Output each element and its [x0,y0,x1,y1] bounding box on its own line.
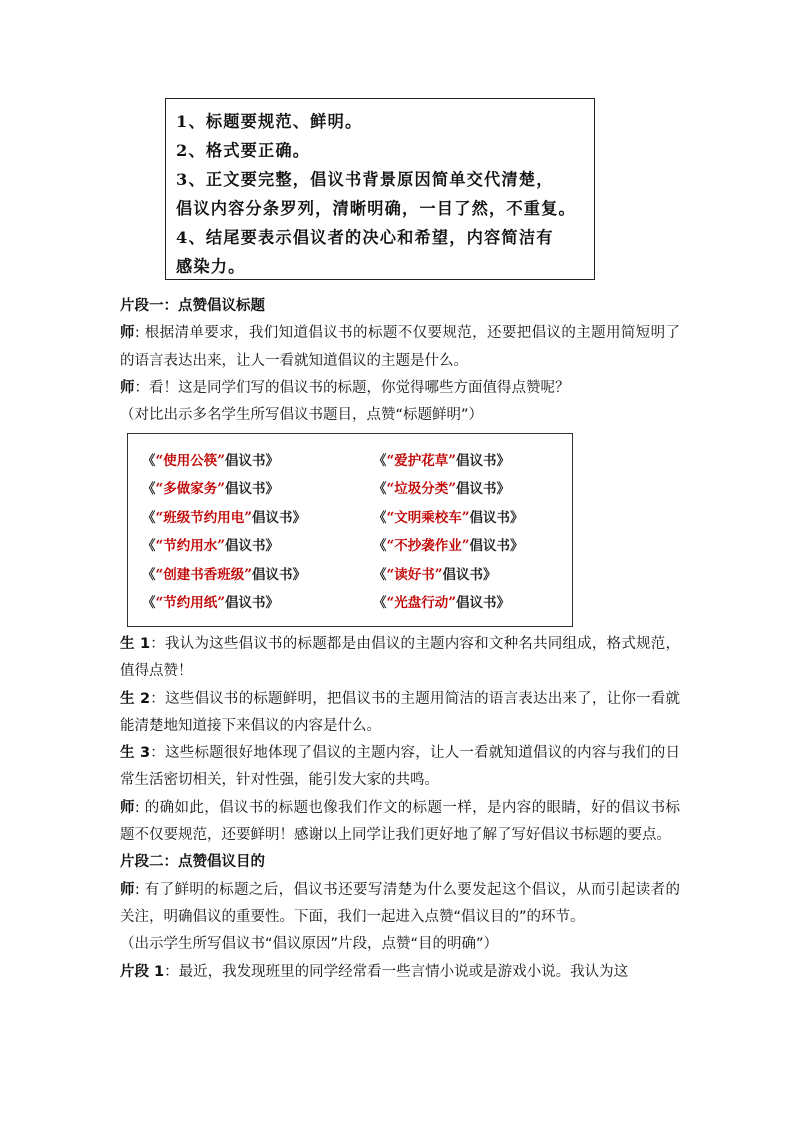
speaker-label: 生 1 [120,636,151,652]
paragraph-text: ：看！这是同学们写的倡议书的标题，你觉得哪些方面值得点赞呢？ [134,379,570,396]
checklist-item: 4、结尾要表示倡议者的决心和希望，内容简洁有 [176,228,554,247]
proposal-title: 《“节约用水”倡议书》 [142,538,280,555]
student-paragraph [120,686,680,741]
discussion-text [120,631,680,986]
speaker-label: 师 [120,799,135,816]
speaker-label: 师 [120,881,135,898]
paragraph-text: ：这些标题很好地体现了倡议的主题内容，让人一看就知道倡议的内容与我们的日常生活密切相关，针对性强，能引发大家的共鸣。 [120,745,680,789]
section1-text [120,293,680,429]
speaker-label: 师 [120,379,135,396]
proposal-title: 《“节约用纸”倡议书》 [142,595,280,612]
paragraph-text: ：我认为这些倡议书的标题都是由倡议的主题内容和文种名共同组成，格式规范，值得点赞！ [120,636,680,680]
teacher-paragraph [120,877,680,932]
checklist-item: 感染力。 [176,257,246,276]
section1-heading: 片段一：点赞倡议标题 [120,298,265,314]
stage-note: （出示学生所写倡议书“倡议原因”片段，点赞“目的明确”） [120,936,499,953]
proposal-title: 《“垃圾分类”倡议书》 [373,481,511,498]
proposal-title: 《“文明乘校车”倡议书》 [373,509,524,526]
proposal-title: 《“创建书香班级”倡议书》 [142,566,307,583]
proposal-title: 《“光盘行动”倡议书》 [373,595,511,612]
proposal-title: 《“不抄袭作业”倡议书》 [373,538,524,555]
section2-heading: 片段二：点赞倡议目的 [120,854,265,871]
student-titles-box [127,433,573,627]
proposal-title: 《“使用公筷”倡议书》 [142,453,280,469]
speaker-label: 片段 1 [120,963,165,980]
paragraph-text: ：最近，我发现班里的同学经常看一些言情小说或是游戏小说。我认为这 [164,963,629,980]
proposal-title: 《“班级节约用电”倡议书》 [142,509,307,526]
teacher-paragraph [120,795,680,850]
paragraph-text: : 的确如此，倡议书的标题也像我们作文的标题一样，是内容的眼睛，好的倡议书标题不仅要规范，还要鲜明！感谢以上同学让我们更好地了解了写好倡议书标题的要点。 [120,799,681,844]
student-paragraph [120,631,680,686]
checklist-item: 3、正文要完整，倡议书背景原因简单交代清楚， [176,170,554,189]
paragraph-text: ：这些倡议书的标题鲜明，把倡议书的主题用简洁的语言表达出来了，让你一看就能清楚地知道接下来倡议的内容是什么。 [120,690,680,734]
student-paragraph [120,740,680,795]
writing-checklist-box [165,98,595,280]
proposal-title: 《“爱护花草”倡议书》 [373,453,511,469]
teacher-paragraph [120,375,680,402]
speaker-label: 生 3 [120,745,151,762]
paragraph-text: : 根据清单要求，我们知道倡议书的标题不仅要规范，还要把倡议的主题用简短明了的语言表达出来，让人一看就知道倡议的主题是什么。 [120,325,681,369]
titles-right-column [373,447,524,617]
checklist-item: 倡议内容分条罗列，清晰明确，一目了然，不重复。 [176,199,576,218]
checklist-item: 1、标题要规范、鲜明。 [176,112,363,131]
paragraph-text: : 有了鲜明的标题之后，倡议书还要写清楚为什么要发起这个倡议，从而引起读者的关注，明确倡议的重要性。下面，我们一起进入点赞“倡议目的”的环节。 [120,881,681,925]
proposal-title: 《“读好书”倡议书》 [373,566,497,583]
titles-left-column [142,447,306,617]
checklist-item: 2、格式要正确。 [176,141,311,160]
proposal-title: 《“多做家务”倡议书》 [142,481,280,498]
excerpt-paragraph [120,959,680,986]
stage-note: （对比出示多名学生所写倡议书题目，点赞“标题鲜明”） [120,407,484,424]
speaker-label: 师 [120,325,135,342]
teacher-paragraph [120,320,680,375]
speaker-label: 生 2 [120,690,151,707]
